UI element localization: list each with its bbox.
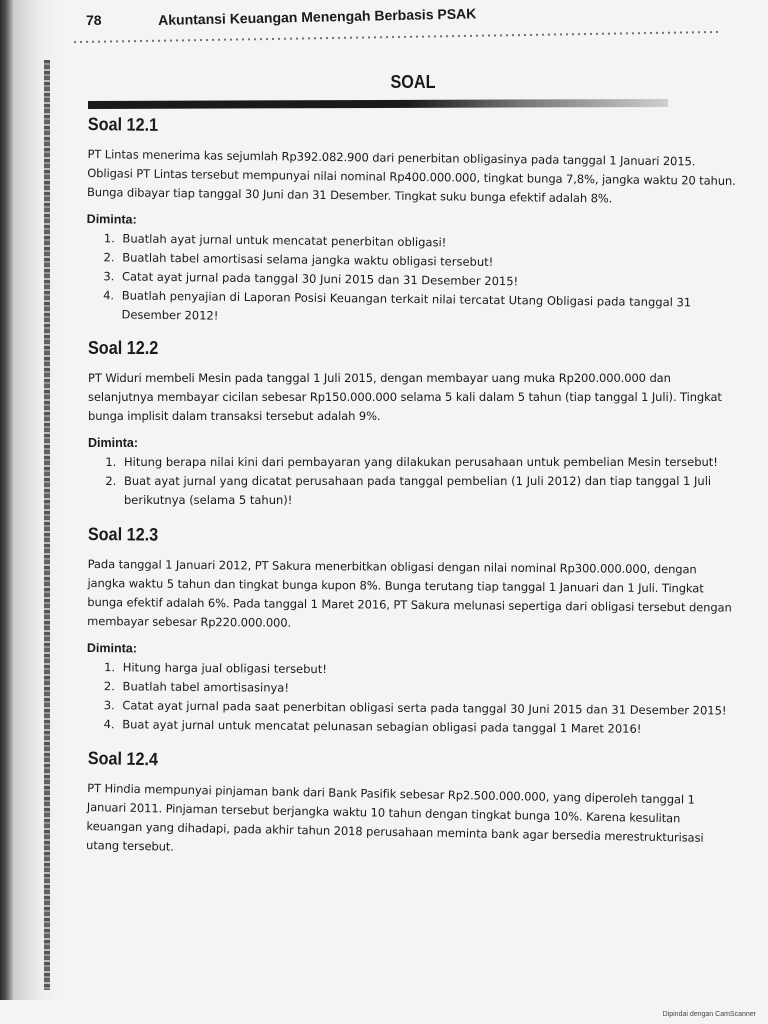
task-item: 4. Buatlah penyajian di Laporan Posisi Keuangan terkait nilai tercatat Utang Obligasi pada tanggal 31 Desember 2012! (117, 286, 735, 332)
scanner-watermark: Dipindai dengan CamScanner (662, 1011, 756, 1018)
page-number: 78 (86, 12, 102, 28)
section-text: Pada tanggal 1 Januari 2012, PT Sakura menerbitkan obligasi dengan nilai nominal Rp300.000.000, dengan jangka waktu 5 tahun dan tingkat bunga kupon 8%. Bunga terutang tiap tanggal 1 Januari dan 1 Juli. Tingkat bunga efektif adalah 6%. Pada tanggal 1 Maret 2016, PT Sakura melunasi sepertiga dari obligasi tersebut dengan membayar sebesar Rp220.000.000. (87, 556, 732, 630)
task-item: 2. Buatlah tabel amortisasinya! (118, 677, 736, 701)
section-text: PT Hindia mempunyai pinjaman bank dari Bank Pasifik sebesar Rp2.500.000.000, yang diperoleh tanggal 1 Januari 2011. Pinjaman tersebut berjangka waktu 10 tahun dengan tingkat bunga 10%. Karena kesulitan keuangan yang dihadapi, pada akhir tahun 2018 perusahaan meminta bank agar bersedia merestrukturisasi utang tersebut. (86, 780, 704, 854)
task-item: 1. Buatlah ayat jurnal untuk mencatat penerbitan obligasi! (118, 229, 736, 256)
section-title: Soal 12.3 (87, 524, 159, 545)
task-item: 2. Buat ayat jurnal yang dicatat perusahaan pada tanggal pembelian (1 Juli 2012) dan tiap tanggal 1 Juli berikutnya (selama 5 tahun)! (120, 472, 738, 510)
running-head: Akuntansi Keuangan Menengah Berbasis PSAK (158, 5, 477, 28)
task-item: 3. Catat ayat jurnal pada saat penerbitan obligasi serta pada tanggal 30 Juni 2015 dan 31 Desember 2015! (118, 696, 736, 720)
page-header (82, 4, 722, 44)
tasks-heading: Diminta: (88, 436, 138, 450)
section-text: PT Widuri membeli Mesin pada tanggal 1 Juli 2015, dengan membayar uang muka Rp200.000.000 dan selanjutnya membayar cicilan sebesar Rp150.000.000 selama 5 kali dalam 5 tahun (tiap tanggal 1 Juli). Tingkat bunga implisit dalam transaksi tersebut adalah 9%. (88, 371, 722, 423)
exercise-section (88, 338, 738, 510)
dotted-divider (72, 29, 722, 45)
task-item: 1. Hitung berapa nilai kini dari pembayaran yang dilakukan perusahaan untuk pembelian Mesin tersebut! (120, 453, 738, 472)
book-spine-shadow (0, 0, 62, 1000)
exercise-section (86, 748, 738, 867)
section-title: Soal 12.2 (88, 338, 159, 358)
page-title: SOAL (390, 72, 436, 92)
tasks-heading: Diminta: (86, 640, 137, 656)
exercise-list (88, 114, 738, 865)
section-text: PT Lintas menerima kas sejumlah Rp392.082.900 dari penerbitan obligasinya pada tanggal 1 Januari 2015. Obligasi PT Lintas tersebut mempunyai nilai nominal Rp400.000.000, tingkat bunga 7,8%, jangka waktu 20 tahun. Bunga dibayar tiap tanggal 30 Juni dan 31 Desember. Tingkat suku bunga efektif adalah 8%. (86, 146, 736, 206)
binding-edge (44, 60, 50, 990)
section-title: Soal 12.4 (87, 748, 159, 770)
tasks-heading: Diminta: (86, 211, 137, 227)
task-item: 3. Catat ayat jurnal pada tanggal 30 Juni 2015 dan 31 Desember 2015! (118, 267, 736, 294)
task-item: 4. Buat ayat jurnal untuk mencatat pelunasan sebagian obligasi pada tanggal 1 Maret 2016! (118, 715, 736, 739)
task-list (85, 229, 736, 332)
task-item: 1. Hitung harga jual obligasi tersebut! (119, 658, 737, 682)
section-title: Soal 12.1 (87, 114, 159, 135)
task-item: 2. Buatlah tabel amortisasi selama jangka waktu obligasi tersebut! (118, 248, 736, 275)
exercise-section (85, 114, 738, 332)
exercise-section (86, 524, 738, 740)
title-rule (88, 99, 668, 109)
task-list (86, 658, 737, 740)
task-list (88, 453, 738, 510)
